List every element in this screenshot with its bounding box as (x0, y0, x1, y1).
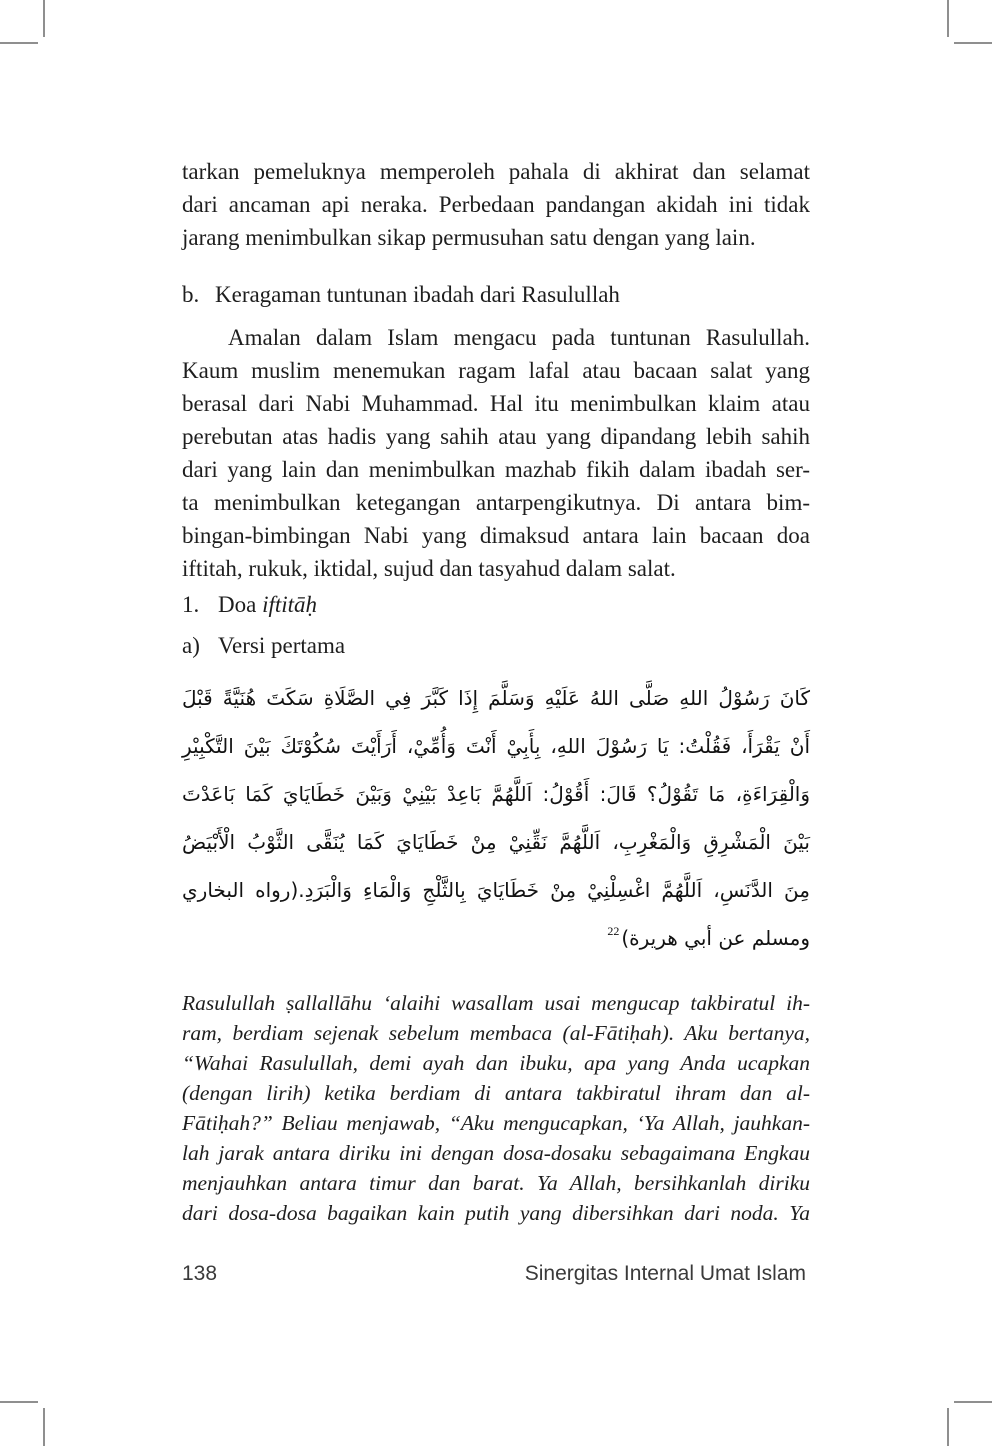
text-line: berasal dari Nabi Muhammad. Hal itu menimbulkan klaim atau (182, 391, 810, 416)
text-line: Kaum muslim menemukan ragam lafal atau bacaan salat yang (182, 358, 810, 383)
text-line: perebutan atas hadis yang sahih atau yang dipandang lebih sahih (182, 424, 810, 449)
crop-mark-bottom-right-vertical (947, 1408, 949, 1446)
running-title: Sinergitas Internal Umat Islam (524, 1262, 806, 1285)
arabic-hadith-closing-line (182, 914, 810, 962)
text-line: أَنْ يَقْرَأَ، فَقُلْتُ: يَا رَسُوْلَ اللهِ، بِأَبِيْ أَنْتَ وَأُمِّيْ، أَرَأَيْتَ سُكُوْتَكَ بَيْنَ التَّكْبِيْرِ (182, 734, 810, 758)
text-line: dari dosa-dosa bagaikan kain putih yang dibersihkan dari noda. Ya (182, 1201, 810, 1225)
text-line: jarang menimbulkan sikap permusuhan satu dengan yang lain. (182, 225, 756, 250)
text-line: menjauhkan antara timur dan barat. Ya Allah, bersihkanlah diriku (182, 1171, 810, 1195)
text-line: lah jarak antara diriku ini dengan dosa-dosaku sebagaimana Engkau (182, 1141, 810, 1165)
list-text-doa (218, 588, 317, 621)
footnote-marker: 22 (607, 924, 620, 938)
text-line: مِنَ الدَّنَسِ، اَللَّهُمَّ اغْسِلْنِيْ مِنْ خَطَايَايَ بِالثَّلْجِ وَالْمَاءِ وَالْبَرَدِ.(رواه البخاري (182, 878, 810, 902)
page-content (182, 155, 810, 1228)
list-text-doa-regular: Doa (218, 592, 263, 617)
text-line: tarkan pemeluknya memperoleh pahala di akhirat dan selamat (182, 159, 810, 184)
paragraph-amalan (182, 321, 810, 585)
arabic-hadith-block (182, 674, 810, 962)
list-item-versi-pertama (182, 629, 810, 662)
text-line: وَالْقِرَاءَةِ، مَا تَقُوْلُ؟ قَالَ: أَقُوْلُ: اَللَّهُمَّ بَاعِدْ بَيْنِيْ وَبَيْنَ خَطَايَايَ كَمَا بَاعَدْتَ (182, 782, 810, 806)
list-item-doa-iftitah (182, 588, 810, 621)
list-text-versi: Versi pertama (218, 633, 346, 658)
text-line: dari yang lain dan menimbulkan mazhab fikih dalam ibadah ser- (182, 457, 810, 482)
text-line: iftitah, rukuk, iktidal, sujud dan tasyahud dalam salat. (182, 556, 676, 581)
crop-mark-top-left-horizontal (0, 42, 38, 44)
text-line: “Wahai Rasulullah, demi ayah dan ibuku, apa yang Anda ucapkan (182, 1051, 810, 1075)
text-line: ta menimbulkan ketegangan antarpengikutnya. Di antara bim- (182, 490, 810, 515)
crop-mark-top-right-vertical (947, 0, 949, 37)
page-footer (182, 1262, 806, 1286)
subheading-text: Keragaman tuntunan ibadah dari Rasulullah (215, 282, 620, 307)
text-line: Rasulullah ṣallallāhu ‘alaihi wasallam usai mengucap takbiratul ih- (182, 991, 810, 1015)
crop-mark-bottom-left-vertical (43, 1408, 45, 1446)
text-line: بَيْنَ الْمَشْرِقِ وَالْمَغْرِبِ، اَللَّهُمَّ نَقِّنِيْ مِنْ خَطَايَايَ كَمَا يُنَقَّى الثَّوْبُ الْأَبْيَضُ (182, 830, 810, 854)
text-line: Fātiḥah?” Beliau menjawab, “Aku mengucapkan, ‘Ya Allah, jauhkan- (182, 1111, 810, 1135)
page-number: 138 (182, 1262, 218, 1285)
text-line: bingan-bimbingan Nabi yang dimaksud antara lain bacaan doa (182, 523, 810, 548)
list-marker-1: 1. (182, 592, 200, 617)
arabic-hadith-source: ومسلم عن أبي هريرة) (621, 926, 810, 950)
paragraph-translation-italic (182, 988, 810, 1228)
text-line: dari ancaman api neraka. Perbedaan pandangan akidah ini tidak (182, 192, 810, 217)
text-line: ram, berdiam sejenak sebelum membaca (al-Fātiḥah). Aku bertanya, (182, 1021, 810, 1045)
crop-mark-bottom-left-horizontal (0, 1401, 38, 1403)
crop-mark-bottom-right-horizontal (954, 1401, 992, 1403)
crop-mark-top-right-horizontal (954, 42, 992, 44)
crop-mark-top-left-vertical (43, 0, 45, 37)
list-text-doa-italic: iftitāḥ (262, 592, 318, 617)
arabic-hadith-lines (182, 674, 810, 914)
text-line: كَانَ رَسُوْلُ اللهِ صَلَّى اللهُ عَلَيْهِ وَسَلَّمَ إِذَا كَبَّرَ فِي الصَّلَاةِ سَكَتَ هُنَيَّةً قَبْلَ (182, 686, 810, 710)
text-line: (dengan lirih) ketika berdiam di antara takbiratul ihram dan al- (182, 1081, 810, 1105)
subheading-marker: b. (182, 282, 200, 307)
list-marker-a: a) (182, 633, 200, 658)
subheading-keragaman (182, 278, 810, 311)
paragraph-akidah-continuation (182, 155, 810, 254)
text-line: Amalan dalam Islam mengacu pada tuntunan Rasulullah. (228, 325, 810, 350)
